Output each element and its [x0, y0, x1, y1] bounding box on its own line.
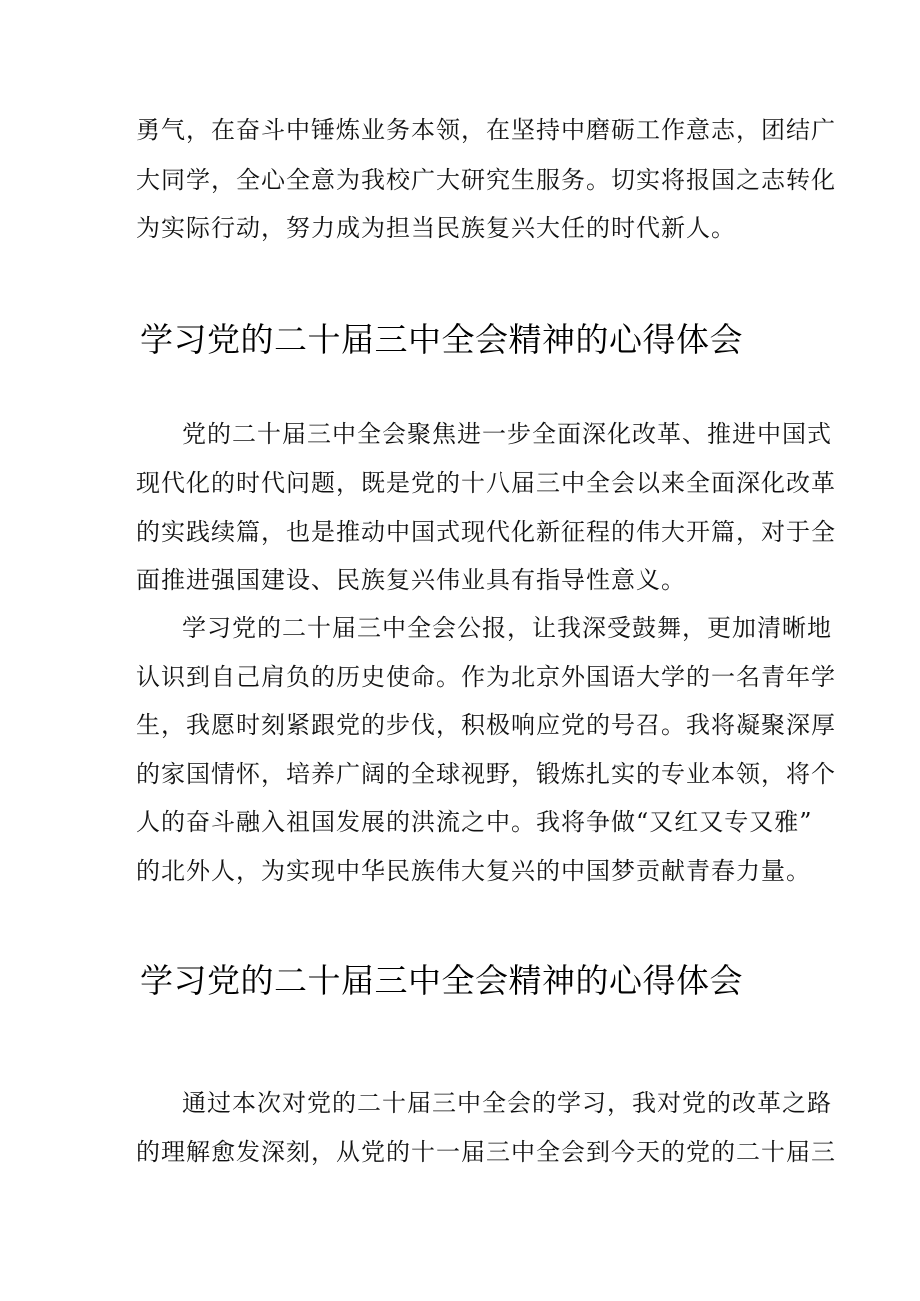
- section-1-para-1-line-4: 面推进强国建设、民族复兴伟业具有指导性意义。: [136, 566, 686, 594]
- section-1-title: 学习党的二十届三中全会精神的心得体会: [140, 320, 743, 359]
- section-1-para-2-line-1: 学习党的二十届三中全会公报，让我深受鼓舞，更加清晰地: [182, 614, 832, 642]
- section-1-para-1-line-1: 党的二十届三中全会聚焦进一步全面深化改革、推进中国式: [182, 420, 832, 448]
- section-2-title: 学习党的二十届三中全会精神的心得体会: [140, 961, 743, 1000]
- section-1-para-2-line-5: 人的奋斗融入祖国发展的洪流之中。我将争做“又红又专又雅”: [136, 808, 813, 836]
- section-1-para-2-line-4: 的家国情怀，培养广阔的全球视野，锻炼扎实的专业本领，将个: [136, 760, 836, 788]
- section-1-para-1-line-3: 的实践续篇，也是推动中国式现代化新征程的伟大开篇，对于全: [136, 518, 836, 546]
- section-1-para-1-line-2: 现代化的时代问题，既是党的十八届三中全会以来全面深化改革: [136, 469, 836, 497]
- section-1-para-2-line-2: 认识到自己肩负的历史使命。作为北京外国语大学的一名青年学: [136, 663, 836, 691]
- intro-line-2: 大同学，全心全意为我校广大研究生服务。切实将报国之志转化: [136, 166, 836, 194]
- section-1-para-2-line-6: 的北外人，为实现中华民族伟大复兴的中国梦贡献青春力量。: [136, 857, 811, 885]
- intro-line-1: 勇气，在奋斗中锤炼业务本领，在坚持中磨砺工作意志，团结广: [136, 116, 836, 144]
- section-2-para-1-line-1: 通过本次对党的二十届三中全会的学习，我对党的改革之路: [182, 1089, 832, 1117]
- section-1-para-2-line-3: 生，我愿时刻紧跟党的步伐，积极响应党的号召。我将凝聚深厚: [136, 711, 836, 739]
- intro-line-3: 为实际行动，努力成为担当民族复兴大任的时代新人。: [136, 214, 736, 242]
- section-2-para-1-line-2: 的理解愈发深刻，从党的十一届三中全会到今天的党的二十届三: [136, 1138, 836, 1166]
